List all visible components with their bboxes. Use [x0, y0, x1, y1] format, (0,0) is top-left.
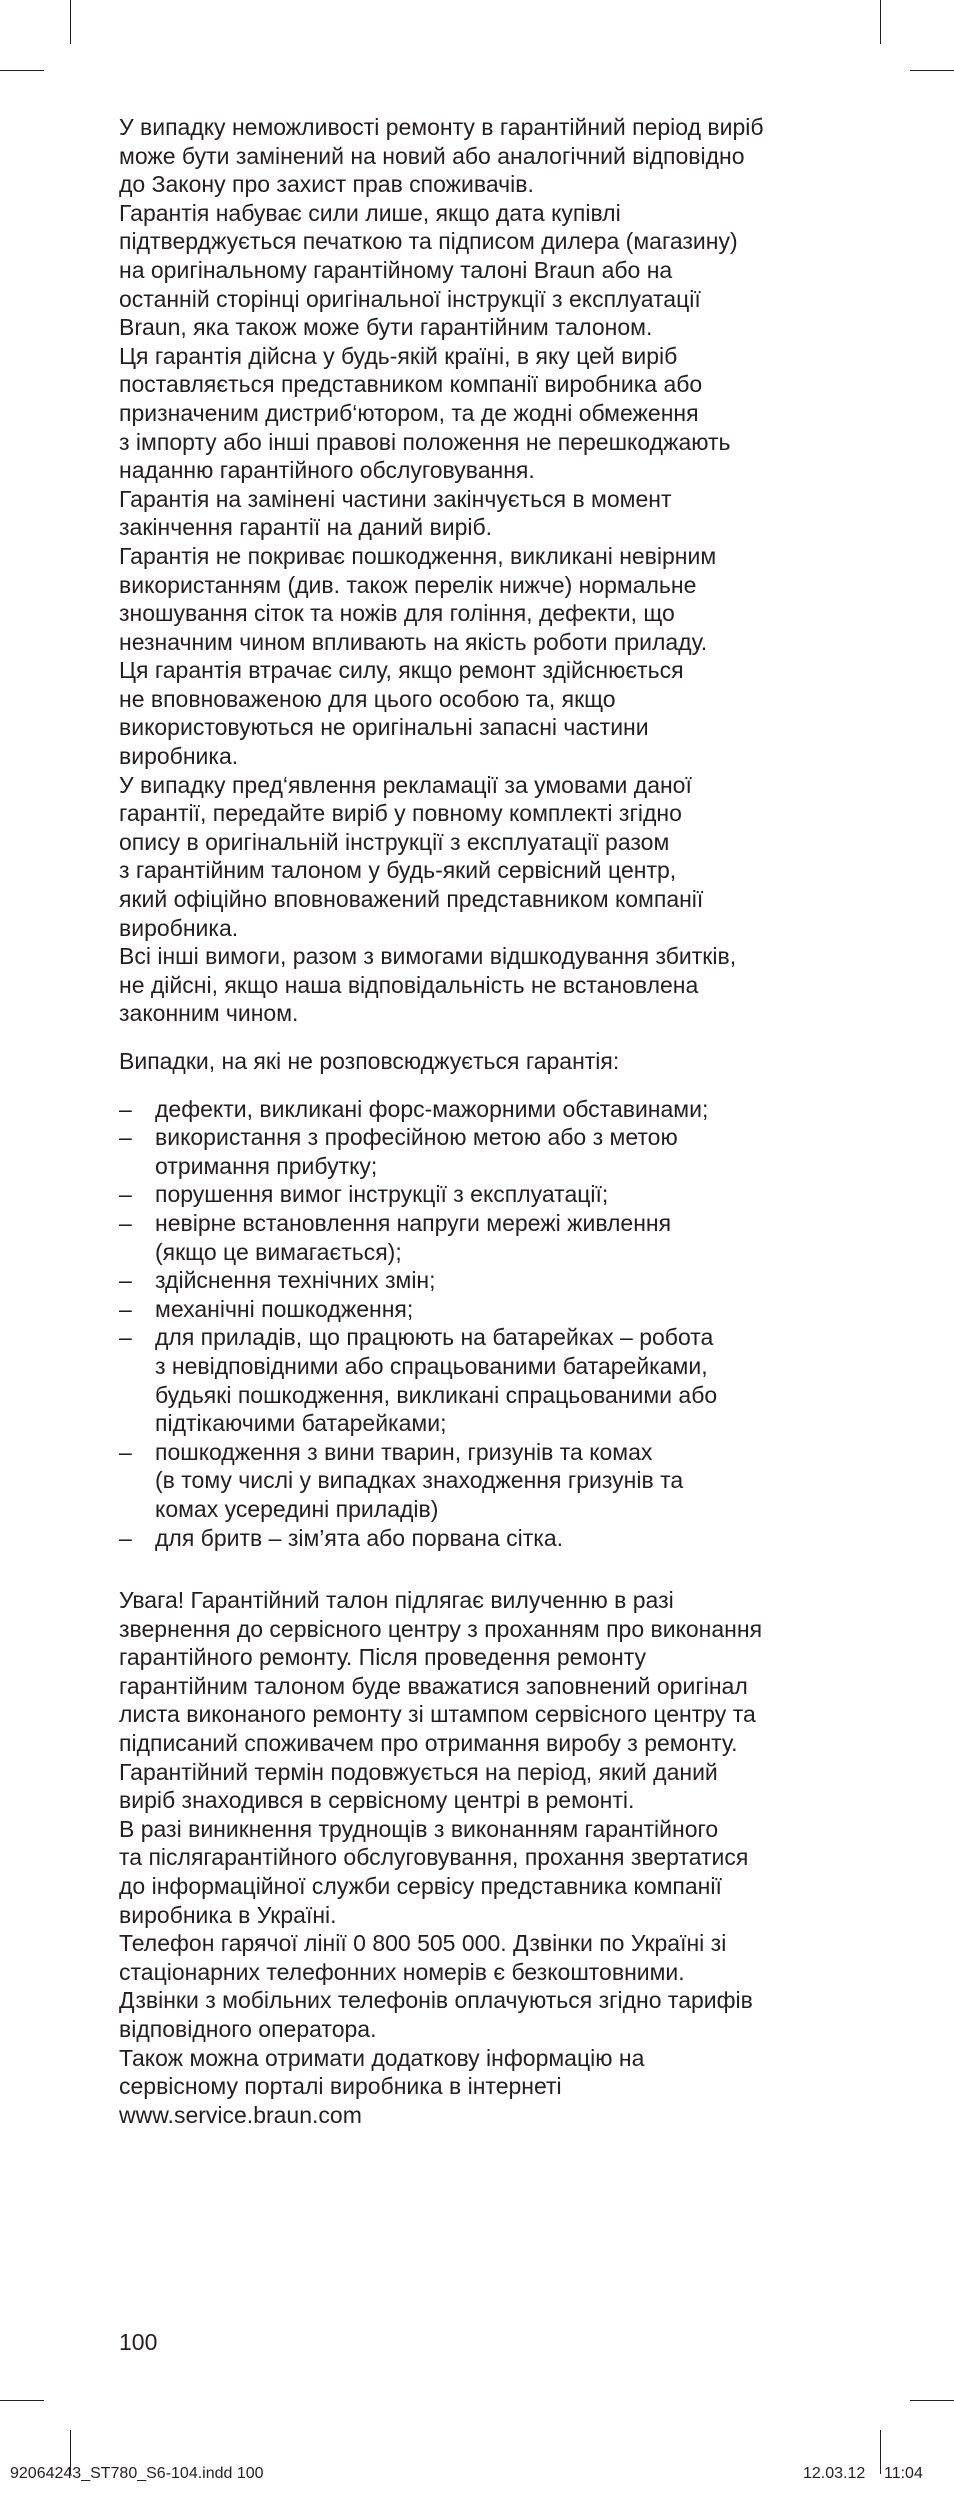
- print-slug-filename: 92064243_ST780_S6-104.indd 100: [10, 2465, 264, 2482]
- list-item: – механічні пошкодження;: [119, 1295, 414, 1322]
- warranty-text: [119, 113, 859, 2129]
- list-item: – дефекти, викликані форс-мажорними обставинами;: [119, 1095, 709, 1122]
- print-slug-time: 11:04: [884, 2465, 923, 2482]
- exclusions-list: [119, 1095, 859, 1553]
- list-item: – невірне встановлення напруги мережі живлення (якщо це вимагається);: [119, 1209, 672, 1265]
- list-item: – пошкодження з вини тварин, гризунів та комах (в тому числі у випадках знаходження гризунів та комах усередині приладів): [119, 1438, 684, 1522]
- list-item: – здійснення технічних змін;: [119, 1267, 436, 1294]
- print-slug-date: 12.03.12: [803, 2465, 866, 2482]
- crop-mark-bottom-right-h: [910, 2400, 954, 2401]
- crop-mark-top-right: [880, 0, 881, 44]
- exclusions-heading: Випадки, на які не розповсюджується гарантія:: [119, 1048, 620, 1074]
- warranty-card-notice: Увага! Гарантійний талон підлягає вилученню в разі звернення до сервісного центру з проханням про виконання гарантійного ремонту. Після проведення ремонту гарантійним талоном буде вважатися заповнений оригінал листа виконаного ремонту зі штампом сервісного центру та підписаний споживачем про отримання виробу з ремонту. Гарантійний термін подовжується на період, який даний виріб знаходився в сервісному центрі в ремонті. В разі виникнення труднощів з виконанням гарантійного та післягарантійного обслуговування, прохання звертатися до інформаційної служби сервісу представника компанії виробника в Україні. Телефон гарячої лінії 0 800 505 000. Дзвінки по Україні зі стаціонарних телефонних номерів є безкоштовними. Дзвінки з мобільних телефонів оплачуються згідно тарифів відповідного оператора. Також можна отримати додаткову інформацію на сервісному порталі виробника в інтернеті www.service.braun.com: [119, 1587, 763, 2128]
- crop-mark-bottom-left-h: [0, 2400, 44, 2401]
- list-item: – для приладів, що працюють на батарейках – робота з невідповідними або спрацьованими батарейками, будьякі пошкодження, викликані спрацьованими або підтікаючими батарейками;: [119, 1324, 718, 1437]
- crop-mark-top-left: [70, 0, 71, 44]
- warranty-paragraphs: У випадку неможливості ремонту в гарантійний період виріб може бути замінений на новий або аналогічний відповідно до Закону про захист прав споживачів. Гарантія набуває сили лише, якщо дата купівлі підтверджується печаткою та підписом дилера (магазину) на оригінальному гарантійному талоні Braun або на останній сторінці оригінальної інструкції з експлуатації Braun, яка також може бути гарантійним талоном. Ця гарантія дійсна у будь-якій країні, в яку цей виріб поставляється представником компанії виробника або призначеним дистриб‘ютором, та де жодні обмеження з імпорту або інші правові положення не перешкоджають наданню гарантійного обслуговування. Гарантія на замінені частини закінчується в момент закінчення гарантії на даний виріб. Гарантія не покриває пошкодження, викликані невірним використанням (див. також перелік нижче) нормальне зношування сіток та ножів для гоління, дефекти, що незначним чином впливають на якість роботи приладу. Ця гарантія втрачає силу, якщо ремонт здійснюється не вповноваженою для цього особою та, якщо використовуються не оригінальні запасні частини виробника. У випадку пред‘явлення рекламації за умовами даної гарантії, передайте виріб у повному комплекті згідно опису в оригінальній інструкції з експлуатації разом з гарантійним талоном у будь-який сервісний центр, який офіційно вповноважений представником компанії виробника. Всі інші вимоги, разом з вимогами відшкодування збитків, не дійсні, якщо наша відповідальність не встановлена законним чином.: [119, 114, 764, 1027]
- list-item: – використання з професійною метою або з метою отримання прибутку;: [119, 1124, 678, 1179]
- page-number: 100: [119, 2329, 158, 2355]
- crop-mark-bottom-right: [880, 2430, 881, 2474]
- list-item: – порушення вимог інструкції з експлуатації;: [119, 1181, 609, 1208]
- crop-mark-top-left-h: [0, 70, 44, 71]
- crop-mark-top-right-h: [910, 70, 954, 71]
- list-item: – для бритв – зім’ята або порвана сітка.: [119, 1524, 564, 1551]
